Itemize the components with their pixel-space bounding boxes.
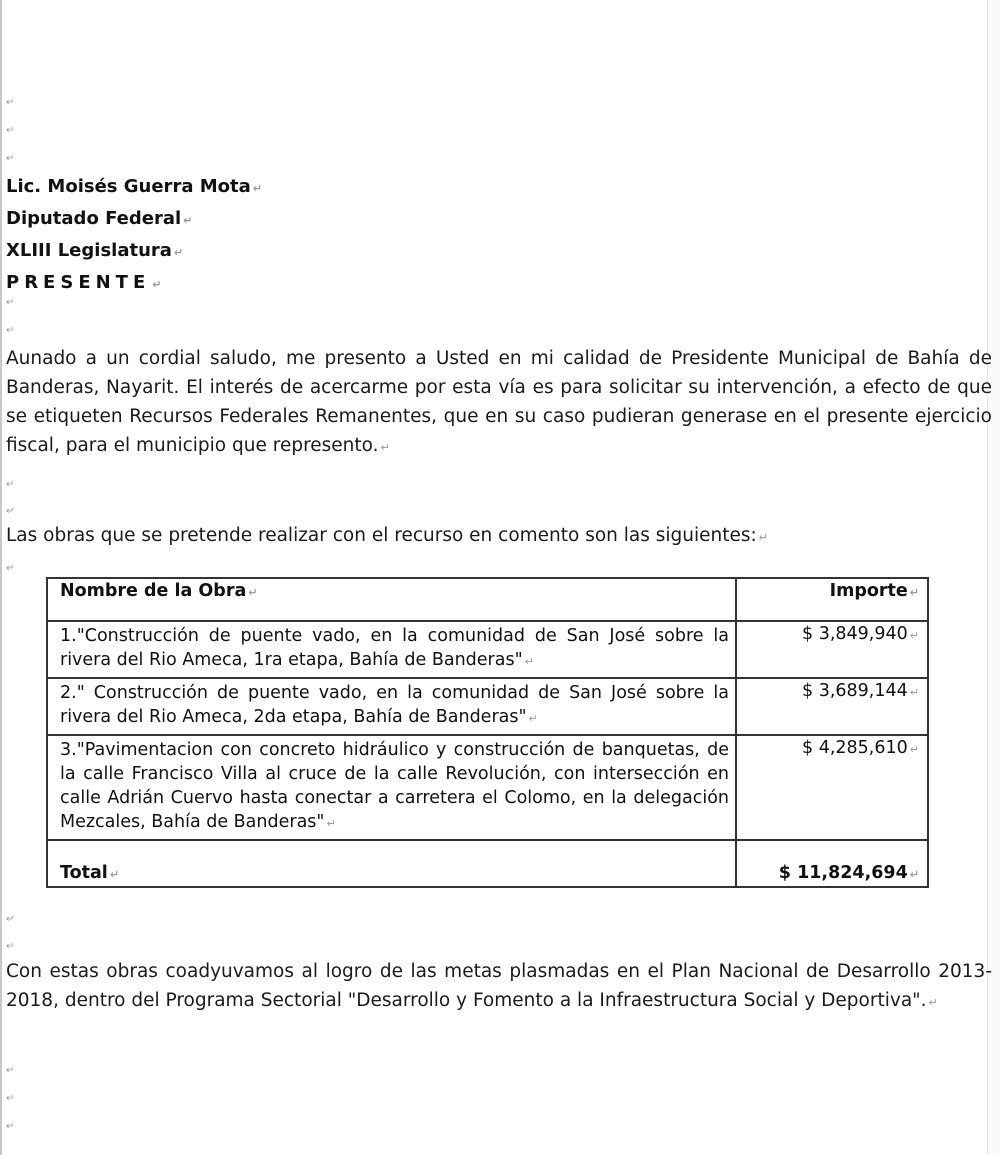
intro-paragraph-text: Aunado a un cordial saludo, me presento a Usted en mi calidad de Presidente Municipal de Bahía de Banderas, Nayarit. El interés de acercarme por esta vía es para solicitar su intervención, a efecto de que se etiqueten Recursos Federales Remanentes, que en su caso pudieran generase en el presente ejercicio fiscal, para el municipio que represento. (6, 348, 992, 456)
addressee-block (6, 172, 262, 300)
page-left-edge (0, 0, 2, 1155)
paragraph-mark: ↵ (6, 1121, 15, 1132)
work-amount-cell: $ 3,849,940 ↵ (736, 621, 928, 678)
paragraph-mark: ↵ (928, 996, 938, 1009)
work-name-cell: 1."Construcción de puente vado, en la comunidad de San José sobre la rivera del Rio Ameca, 1ra etapa, Bahía de Banderas" ↵ (47, 621, 736, 678)
paragraph-mark: ↵ (152, 278, 162, 291)
paragraph-mark: ↵ (6, 941, 15, 952)
paragraph-mark: ↵ (6, 325, 15, 336)
header-work-name: Nombre de la Obra ↵ (47, 578, 736, 621)
table-row (47, 678, 928, 735)
paragraph-mark: ↵ (6, 153, 15, 164)
paragraph-mark: ↵ (6, 125, 15, 136)
works-table-header (47, 578, 928, 621)
paragraph-mark: ↵ (183, 214, 193, 227)
addressee-greeting: PRESENTE (6, 272, 151, 293)
closing-paragraph-text: Con estas obras coadyuvamos al logro de las metas plasmadas en el Plan Nacional de Desarrollo 2013-2018, dentro del Programa Sectorial "Desarrollo y Fomento a la Infraestructura Social y Deportiva". (6, 961, 992, 1011)
table-row (47, 735, 928, 840)
works-table-total-row (47, 840, 928, 887)
intro-paragraph (6, 344, 992, 462)
addressee-name: Lic. Moisés Guerra Mota (6, 176, 251, 197)
paragraph-mark: ↵ (6, 97, 15, 108)
addressee-legislature: XLIII Legislatura (6, 240, 172, 261)
table-row (47, 621, 928, 678)
work-name-cell: 2." Construcción de puente vado, en la comunidad de San José sobre la rivera del Rio Ameca, 2da etapa, Bahía de Banderas" ↵ (47, 678, 736, 735)
work-amount-cell: $ 3,689,144 ↵ (736, 678, 928, 735)
paragraph-mark: ↵ (6, 506, 15, 517)
paragraph-mark: ↵ (173, 246, 184, 259)
paragraph-mark: ↵ (380, 441, 390, 454)
works-table (46, 577, 929, 888)
paragraph-mark: ↵ (6, 297, 15, 308)
paragraph-mark: ↵ (6, 1093, 15, 1104)
paragraph-mark: ↵ (6, 479, 15, 490)
paragraph-mark: ↵ (6, 563, 15, 574)
paragraph-mark: ↵ (6, 914, 15, 925)
works-intro-paragraph (6, 521, 992, 552)
paragraph-mark: ↵ (758, 531, 768, 544)
paragraph-mark: ↵ (6, 1065, 15, 1076)
header-amount: Importe ↵ (736, 578, 928, 621)
total-amount-cell: $ 11,824,694 ↵ (736, 840, 928, 887)
total-label-cell: Total ↵ (47, 840, 736, 887)
work-name-cell: 3."Pavimentacion con concreto hidráulico y construcción de banquetas, de la calle Francisco Villa al cruce de la calle Revolución, con intersección en calle Adrián Cuervo hasta conectar a carretera el Colomo, en la delegación Mezcales, Bahía de Banderas" ↵ (47, 735, 736, 840)
paragraph-mark: ↵ (252, 182, 262, 195)
closing-paragraph (6, 957, 992, 1017)
works-intro-text: Las obras que se pretende realizar con el recurso en comento son las siguientes: (6, 525, 757, 546)
work-amount-cell: $ 4,285,610 ↵ (736, 735, 928, 840)
addressee-title: Diputado Federal (6, 208, 182, 229)
